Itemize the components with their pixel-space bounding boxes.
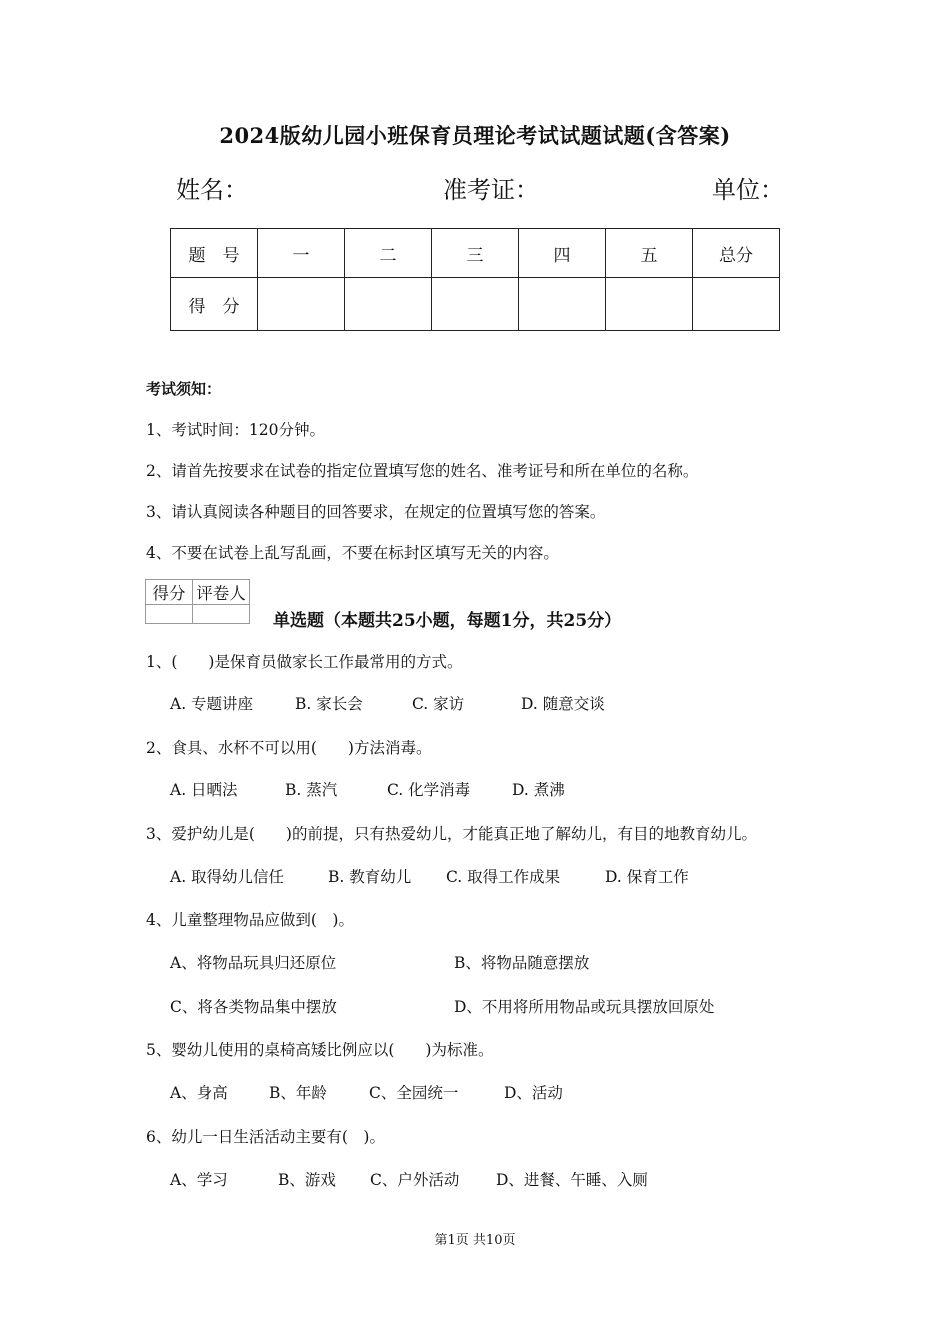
question-option: C、全园统一 bbox=[369, 1084, 459, 1102]
question-option: D. 保育工作 bbox=[605, 868, 689, 886]
notice-item: 2、请首先按要求在试卷的指定位置填写您的姓名、准考证号和所在单位的名称。 bbox=[146, 462, 699, 480]
question-stem: 3、爱护幼儿是( )的前提，只有热爱幼儿，才能真正地了解幼儿，有目的地教育幼儿。 bbox=[146, 825, 757, 843]
question-option: A、学习 bbox=[170, 1171, 228, 1189]
question-option: B. 教育幼儿 bbox=[328, 868, 412, 886]
score-cell bbox=[258, 278, 345, 331]
header-cell-1: 一 bbox=[258, 229, 345, 278]
score-cell bbox=[519, 278, 606, 331]
header-cell-4: 四 bbox=[519, 229, 606, 278]
exam-title: 2024版幼儿园小班保育员理论考试试题试题(含答案) bbox=[219, 123, 731, 148]
header-cell-5: 五 bbox=[606, 229, 693, 278]
question-stem: 1、( )是保育员做家长工作最常用的方式。 bbox=[146, 653, 463, 671]
notice-item: 4、不要在试卷上乱写乱画，不要在标封区填写无关的内容。 bbox=[146, 544, 559, 562]
question-option: D. 随意交谈 bbox=[521, 695, 605, 713]
name-field-label: 姓名： bbox=[176, 176, 248, 204]
question-option: D. 煮沸 bbox=[512, 781, 565, 799]
question-option: C. 取得工作成果 bbox=[446, 868, 561, 886]
question-stem: 4、儿童整理物品应做到( )。 bbox=[146, 911, 354, 929]
question-stem: 5、婴幼儿使用的桌椅高矮比例应以( )为标准。 bbox=[146, 1041, 494, 1059]
header-cell-total: 总分 bbox=[693, 229, 780, 278]
score-cell bbox=[432, 278, 519, 331]
question-option: D、进餐、午睡、入厕 bbox=[496, 1171, 648, 1189]
question-option: C、户外活动 bbox=[370, 1171, 460, 1189]
question-option: B、年龄 bbox=[269, 1084, 327, 1102]
score-cell bbox=[606, 278, 693, 331]
section-title: 单选题（本题共25小题，每题1分，共25分） bbox=[273, 611, 622, 631]
header-cell-3: 三 bbox=[432, 229, 519, 278]
question-option: A. 日晒法 bbox=[170, 781, 238, 799]
grader-name-label: 评卷人 bbox=[193, 580, 250, 605]
notice-item: 3、请认真阅读各种题目的回答要求，在规定的位置填写您的答案。 bbox=[146, 503, 606, 521]
question-option: A. 专题讲座 bbox=[170, 695, 254, 713]
score-cell bbox=[693, 278, 780, 331]
score-table bbox=[170, 228, 780, 331]
notice-item: 1、考试时间：120分钟。 bbox=[146, 421, 325, 439]
question-option: B、将物品随意摆放 bbox=[454, 954, 590, 972]
header-cell-question-number: 题 号 bbox=[171, 229, 258, 278]
question-stem: 6、幼儿一日生活活动主要有( )。 bbox=[146, 1128, 385, 1146]
grader-box bbox=[145, 579, 250, 624]
header-cell-2: 二 bbox=[345, 229, 432, 278]
question-stem: 2、食具、水杯不可以用( )方法消毒。 bbox=[146, 739, 432, 757]
question-option: A、将物品玩具归还原位 bbox=[170, 954, 337, 972]
question-option: A、身高 bbox=[170, 1084, 228, 1102]
score-table-score-row bbox=[171, 278, 780, 331]
unit-field-label: 单位： bbox=[712, 176, 784, 204]
score-cell bbox=[345, 278, 432, 331]
grader-score-label: 得分 bbox=[146, 580, 193, 605]
question-option: D、活动 bbox=[504, 1084, 563, 1102]
notice-heading: 考试须知： bbox=[146, 380, 222, 398]
question-option: B、游戏 bbox=[278, 1171, 336, 1189]
score-row-label: 得 分 bbox=[171, 278, 258, 331]
question-option: C、将各类物品集中摆放 bbox=[170, 998, 337, 1016]
question-option: A. 取得幼儿信任 bbox=[170, 868, 285, 886]
grader-name-cell bbox=[193, 605, 250, 624]
question-option: D、不用将所用物品或玩具摆放回原处 bbox=[454, 998, 715, 1016]
question-option: B. 蒸汽 bbox=[285, 781, 338, 799]
question-option: C. 化学消毒 bbox=[387, 781, 471, 799]
question-option: B. 家长会 bbox=[295, 695, 363, 713]
question-option: C. 家访 bbox=[412, 695, 465, 713]
page-footer: 第1页 共10页 bbox=[434, 1233, 516, 1248]
score-table-header-row bbox=[171, 229, 780, 278]
grader-score-cell bbox=[146, 605, 193, 624]
exam-id-field-label: 准考证： bbox=[443, 176, 539, 204]
